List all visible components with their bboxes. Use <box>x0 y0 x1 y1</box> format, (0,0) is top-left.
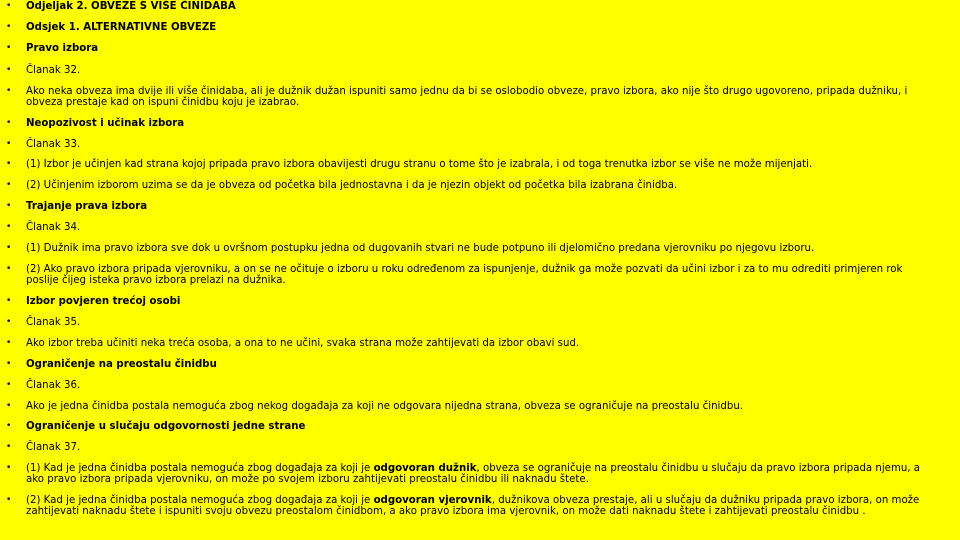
bullet-icon: • <box>6 65 12 75</box>
paragraph-text: , obveza se ograničuje na preostalu činidbu u slučaju da pravo izbora pripada njemu, a ako pravo izbora pripada vjerovniku, on može po svojem izboru zahtijevati preostalu činidbu ili naknadu štete. <box>26 463 921 485</box>
list-item <box>6 22 936 33</box>
article-paragraph: Ako izbor treba učiniti neka treća osoba, a ona to ne učini, svaka strana može zahtijevati da izbor obavi sud. <box>26 338 580 349</box>
emphasis-text: odgovoran dužnik <box>373 463 477 474</box>
bullet-icon: • <box>6 442 12 452</box>
article-paragraph: (2) Učinjenim izborom uzima se da je obveza od početka bila jednostavna i da je njezin objekt od početka bila izabrana činidba. <box>26 180 678 191</box>
article-paragraph: Ako neka obveza ima dvije ili više činidaba, ali je dužnik dužan ispuniti samo jednu da bi se oslobodio obveze, pravo izbora, ako nije što drugo ugovoreno, pripada dužniku, i obveza prestaje kad on ispuni činidbu koju je izabrao. <box>26 86 908 108</box>
bullet-icon: • <box>6 1 12 11</box>
paragraph-text: , dužnikova obveza prestaje, ali u slučaju da dužniku pripada pravo izbora, on može zahtijevati naknadu štete i ispuniti svoju obvezu preostalom činidbom, a ako pravo izbora ima vjerovnik, on može dati naknadu štete i zahtijevati preostalu činidbu . <box>26 495 920 517</box>
bullet-icon: • <box>6 159 12 169</box>
article-title: Neopozivost i učinak izbora <box>26 118 185 129</box>
bullet-icon: • <box>6 380 12 390</box>
list-item <box>6 65 936 76</box>
article-paragraph <box>26 495 936 517</box>
article-title: Trajanje prava izbora <box>26 201 148 212</box>
list-item <box>6 86 936 108</box>
list-item <box>6 338 936 349</box>
article-number: Članak 34. <box>26 222 81 233</box>
section-heading: Odjeljak 2. OBVEZE S VIŠE ČINIDABA <box>26 1 236 12</box>
list-item <box>6 222 936 233</box>
bullet-icon: • <box>6 86 12 96</box>
list-item <box>6 180 936 191</box>
paragraph-text: (1) Kad je jedna činidba postala nemoguća zbog događaja za koji je <box>26 463 374 474</box>
article-number: Članak 36. <box>26 380 81 391</box>
article-title: Ograničenje na preostalu činidbu <box>26 359 217 370</box>
article-number: Članak 33. <box>26 139 81 150</box>
list-item <box>6 201 936 212</box>
article-paragraph: (2) Ako pravo izbora pripada vjerovniku, a on se ne očituje o izboru u roku određenom za ispunjenje, dužnik ga može pozvati da učini izbor i za to mu odrediti primjeren rok poslije čijeg isteka pravo izbora prelazi na dužnika. <box>26 264 903 286</box>
list-item <box>6 359 936 370</box>
list-item <box>6 421 936 432</box>
bullet-icon: • <box>6 495 12 505</box>
bullet-icon: • <box>6 338 12 348</box>
list-item <box>6 495 936 517</box>
bullet-icon: • <box>6 139 12 149</box>
article-paragraph: (1) Dužnik ima pravo izbora sve dok u ovršnom postupku jedna od dugovanih stvari ne bude potpuno ili djelomično predana vjerovniku po njegovu izboru. <box>26 243 815 254</box>
bullet-icon: • <box>6 201 12 211</box>
bullet-icon: • <box>6 359 12 369</box>
bullet-icon: • <box>6 243 12 253</box>
bullet-icon: • <box>6 317 12 327</box>
list-item <box>6 139 936 150</box>
bullet-icon: • <box>6 463 12 473</box>
bullet-icon: • <box>6 421 12 431</box>
bullet-icon: • <box>6 118 12 128</box>
list-item <box>6 159 936 170</box>
bullet-icon: • <box>6 180 12 190</box>
list-item <box>6 43 936 54</box>
bullet-icon: • <box>6 296 12 306</box>
list-item <box>6 463 936 485</box>
bullet-icon: • <box>6 22 12 32</box>
bullet-icon: • <box>6 401 12 411</box>
article-title: Ograničenje u slučaju odgovornosti jedne strane <box>26 421 306 432</box>
list-item <box>6 442 936 453</box>
article-number: Članak 37. <box>26 442 81 453</box>
list-item <box>6 401 936 412</box>
article-number: Članak 35. <box>26 317 81 328</box>
article-title: Izbor povjeren trećoj osobi <box>26 296 181 307</box>
subsection-heading: Odsjek 1. ALTERNATIVNE OBVEZE <box>26 22 217 33</box>
emphasis-text: odgovoran vjerovnik <box>373 495 492 506</box>
bullet-icon: • <box>6 222 12 232</box>
article-number: Članak 32. <box>26 65 81 76</box>
article-paragraph: (1) Izbor je učinjen kad strana kojoj pripada pravo izbora obavijesti drugu stranu o tome što je izabrala, i od toga trenutka izbor se više ne može mijenjati. <box>26 159 813 170</box>
list-item <box>6 264 936 286</box>
bullet-icon: • <box>6 43 12 53</box>
list-item <box>6 296 936 307</box>
article-paragraph <box>26 463 936 485</box>
list-item <box>6 118 936 129</box>
article-paragraph: Ako je jedna činidba postala nemoguća zbog nekog događaja za koji ne odgovara nijedna strana, obveza se ograničuje na preostalu činidbu. <box>26 401 744 412</box>
list-item <box>6 380 936 391</box>
list-item <box>6 317 936 328</box>
bullet-icon: • <box>6 264 12 274</box>
list-item <box>6 1 936 12</box>
list-item <box>6 243 936 254</box>
article-title: Pravo izbora <box>26 43 99 54</box>
paragraph-text: (2) Kad je jedna činidba postala nemoguća zbog događaja za koji je <box>26 495 374 506</box>
